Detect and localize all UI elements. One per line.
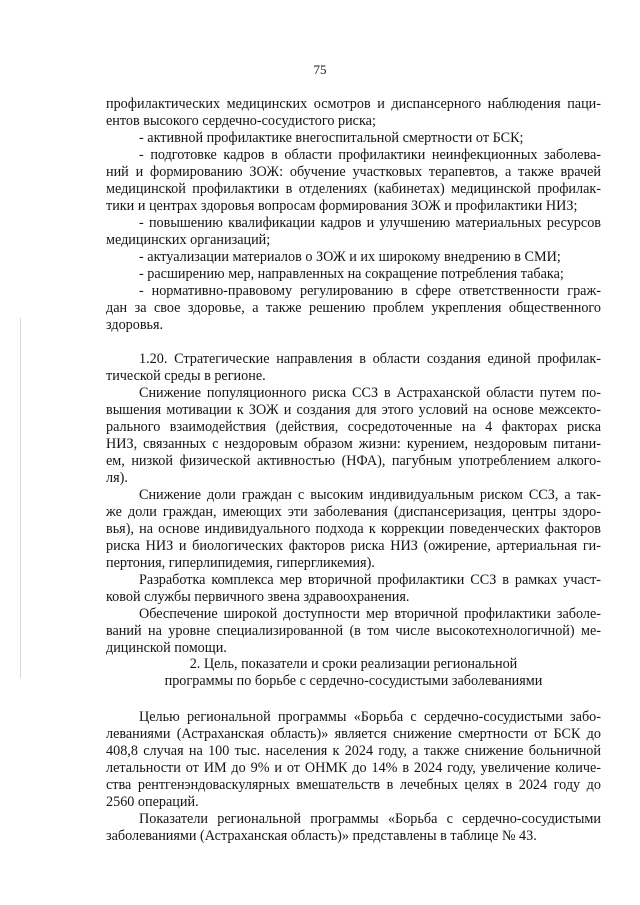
text-line: Разработка комплекса мер вторичной профилактики ССЗ в рамках участ- (139, 572, 601, 588)
text-line: 1.20. Стратегические направления в области создания единой профилак- (139, 351, 601, 367)
text-line: тики и центрах здоровья вопросам формирования ЗОЖ и профилактики НИЗ; (106, 198, 578, 214)
text-line: вышения мотивации к ЗОЖ и создания для этого условий на основе межсекто- (106, 402, 601, 418)
text-line: заболеваниями (Астраханская область)» представлены в таблице № 43. (106, 828, 537, 844)
list-item: - подготовке кадров в области профилактики неинфекционных заболева- (139, 147, 601, 163)
text-line: леваниями (Астраханская область)» является снижение смертности от БСК до (106, 726, 601, 742)
text-line: дицинской помощи. (106, 640, 227, 656)
text-line: здоровья. (106, 317, 164, 333)
text-line: ем, низкой физической активностью (НФА), пагубным употреблением алкого- (106, 453, 601, 469)
text-line: Целью региональной программы «Борьба с сердечно-сосудистыми забо- (139, 709, 601, 725)
text-line: 408,8 случая на 100 тыс. населения к 2024 году, а также снижение больничной (106, 743, 601, 759)
text-line: ковой службы первичного звена здравоохранения. (106, 589, 410, 605)
text-line: Показатели региональной программы «Борьба с сердечно-сосудистыми (139, 811, 601, 827)
text-line: тической среды в регионе. (106, 368, 266, 384)
text-line: рального взаимодействия (действия, сосредоточенные на 4 факторах риска (106, 419, 601, 435)
text-line: риска НИЗ и биологических факторов риска НИЗ (ожирение, артериальная ги- (106, 538, 601, 554)
text-line: профилактических медицинских осмотров и диспансерного наблюдения паци- (106, 96, 601, 112)
text-line: ентов высокого сердечно-сосудистого риска; (106, 113, 376, 129)
heading-line: программы по борьбе с сердечно-сосудистыми заболеваниями (164, 673, 543, 689)
text-line: вья), на основе индивидуального подхода к коррекции поведенческих факторов (106, 521, 601, 537)
text-line: ваний на уровне специализированной (в том числе высокотехнологичной) ме- (106, 623, 601, 639)
list-item: - актуализации материалов о ЗОЖ и их широкому внедрению в СМИ; (139, 249, 561, 265)
text-line: Снижение популяционного риска ССЗ в Астраханской области путем по- (139, 385, 601, 401)
text-line: Снижение доли граждан с высоким индивидуальным риском ССЗ, а так- (139, 487, 601, 503)
text-line: ний и формированию ЗОЖ: обучение участковых терапевтов, а также врачей (106, 164, 601, 180)
text-line: 2560 операций. (106, 794, 199, 810)
text-line: дан за свое здоровье, а также решению проблем укрепления общественного (106, 300, 601, 316)
text-line: пертония, гиперлипидемия, гипергликемия). (106, 555, 375, 571)
text-line: летальности от ИМ до 9% и от ОНМК до 14% в 2024 году, увеличение количе- (106, 760, 601, 776)
list-item: - расширению мер, направленных на сокращение потребления табака; (139, 266, 564, 282)
heading-line: 2. Цель, показатели и сроки реализации региональной (189, 656, 518, 672)
page-number: 75 (313, 62, 327, 77)
scan-edge-mark (20, 318, 21, 678)
text-line: ства рентгенэндоваскулярных вмешательств в лечебных целях в 2024 году до (106, 777, 601, 793)
text-line: медицинских организаций; (106, 232, 271, 248)
text-line: ля). (106, 470, 128, 486)
text-line: медицинской профилактики в отделениях (кабинетах) медицинской профилак- (106, 181, 601, 197)
list-item: - активной профилактике внегоспитальной смертности от БСК; (139, 130, 524, 146)
list-item: - повышению квалификации кадров и улучшению материальных ресурсов (139, 215, 601, 231)
text-line: НИЗ, связанных с нездоровым образом жизни: курением, нездоровым питани- (106, 436, 601, 452)
text-line: же доли граждан, имеющих эти заболевания (диспансеризация, центры здоро- (106, 504, 601, 520)
text-line: Обеспечение широкой доступности мер вторичной профилактики заболе- (139, 606, 601, 622)
list-item: - нормативно-правовому регулированию в сфере ответственности граж- (139, 283, 601, 299)
